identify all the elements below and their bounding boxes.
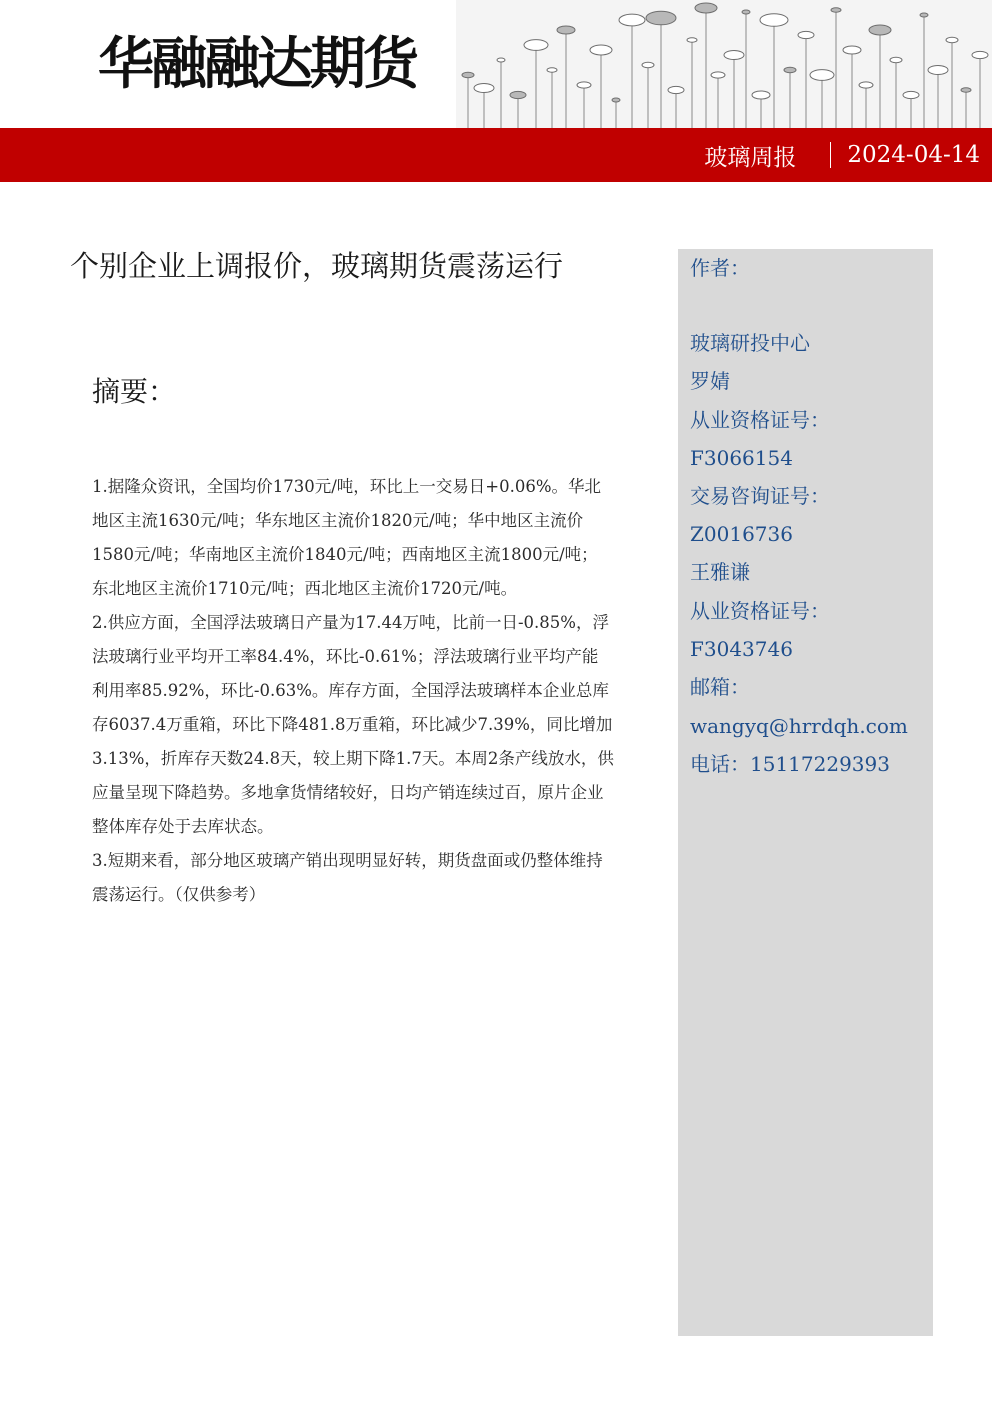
deco-pin-head xyxy=(557,26,575,34)
deco-pin-head xyxy=(869,25,891,35)
email-address[interactable]: wangyq@hrrdqh.com xyxy=(690,714,908,738)
email-label: 邮箱： xyxy=(690,675,750,699)
deco-pin-head xyxy=(798,31,814,38)
deco-pin-head xyxy=(784,67,796,72)
deco-pin-head xyxy=(497,58,505,62)
deco-pin-head xyxy=(711,72,725,78)
deco-pin-head xyxy=(831,8,841,13)
report-type: 玻璃周报 xyxy=(704,144,797,171)
deco-pin-head xyxy=(724,51,744,60)
deco-pin-head xyxy=(577,82,591,88)
deco-pin-head xyxy=(687,38,697,43)
deco-pin-head xyxy=(668,86,684,93)
report-date: 2024-04-14 xyxy=(847,142,980,168)
deco-pin-head xyxy=(920,13,928,17)
author-sidebar xyxy=(678,249,933,1336)
department: 玻璃研投中心 xyxy=(690,331,810,355)
company-logo: 华融融达期货 xyxy=(98,32,416,97)
deco-pin-head xyxy=(474,84,494,93)
author2-qualification-number: F3043746 xyxy=(690,637,793,661)
author2-name: 王雅谦 xyxy=(690,560,750,584)
header-decoration-graphic xyxy=(456,0,992,128)
summary-body xyxy=(92,470,614,912)
deco-pin-head xyxy=(928,66,948,75)
deco-pin-head xyxy=(510,91,526,98)
deco-pin-head xyxy=(646,11,676,25)
author1-qualification-number: F3066154 xyxy=(690,446,793,470)
deco-pin-head xyxy=(590,45,612,55)
deco-pin-head xyxy=(810,70,834,81)
deco-pin-head xyxy=(642,62,654,67)
author2-qualification-label: 从业资格证号： xyxy=(690,599,830,623)
deco-pin-head xyxy=(946,37,958,42)
deco-pin-head xyxy=(695,3,717,13)
article-title: 个别企业上调报价，玻璃期货震荡运行 xyxy=(70,249,564,283)
deco-pin-head xyxy=(961,88,971,93)
header-separator xyxy=(830,142,831,168)
deco-pin-head xyxy=(903,91,919,98)
deco-pin-head xyxy=(462,72,474,77)
author-label: 作者： xyxy=(690,256,750,280)
deco-pin-head xyxy=(760,14,788,27)
deco-pin-head xyxy=(742,10,750,14)
deco-pin-head xyxy=(890,57,902,62)
summary-paragraph-1: 1.据隆众资讯，全国均价1730元/吨，环比上一交易日+0.06%。华北地区主流1630元/吨；华东地区主流价1820元/吨；华中地区主流价1580元/吨；华南地区主流价1840元/吨；西南地区主流1800元/吨；东北地区主流价1710元/吨；西北地区主流价1720元/吨。 xyxy=(92,477,602,598)
deco-pin-head xyxy=(524,40,548,51)
deco-pin-head xyxy=(547,68,557,73)
author1-qualification-label: 从业资格证号： xyxy=(690,408,830,432)
deco-pin-head xyxy=(972,51,988,58)
summary-heading: 摘要： xyxy=(92,375,177,408)
phone-number: 电话：15117229393 xyxy=(690,752,890,776)
author1-consult-number: Z0016736 xyxy=(690,522,793,546)
header-band xyxy=(0,128,992,182)
summary-paragraph-2: 2.供应方面，全国浮法玻璃日产量为17.44万吨，比前一日-0.85%，浮法玻璃行业平均开工率84.4%，环比-0.61%；浮法玻璃行业平均产能利用率85.92%，环比-0.63%。库存方面，全国浮法玻璃样本企业总库存6037.4万重箱，环比下降481.8万重箱，环比减少7.39%，同比增加3.13%，折库存天数24.8天，较上期下降1.7天。本周2条产线放水，供应量呈现下降趋势。多地拿货情绪较好，日均产销连续过百，原片企业整体库存处于去库状态。 xyxy=(92,613,614,836)
deco-pin-head xyxy=(843,46,861,54)
author1-consult-label: 交易咨询证号： xyxy=(690,484,830,508)
author1-name: 罗婧 xyxy=(690,369,730,393)
deco-pin-head xyxy=(619,14,645,26)
summary-paragraph-3: 3.短期来看，部分地区玻璃产销出现明显好转，期货盘面或仍整体维持震荡运行。（仅供参考） xyxy=(92,851,603,904)
deco-pin-head xyxy=(752,91,770,99)
deco-pin-head xyxy=(612,98,620,102)
deco-pin-head xyxy=(859,82,873,88)
